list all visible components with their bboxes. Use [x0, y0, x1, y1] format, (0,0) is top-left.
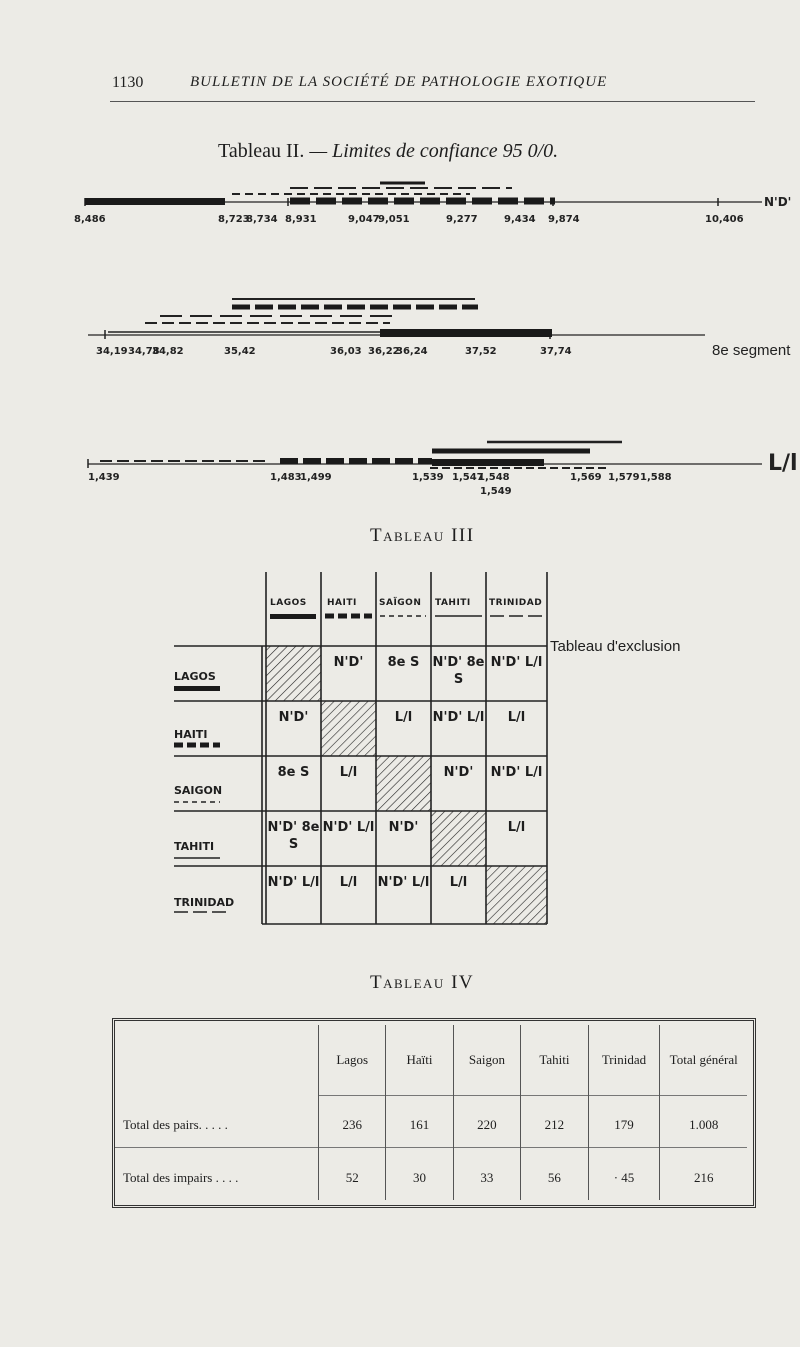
tableau3-cell: N'D' L/l	[322, 820, 375, 835]
tableau4-cell: 220	[453, 1104, 521, 1148]
tableau4-title-text: Tableau IV	[370, 972, 475, 993]
tableau4-cell: 161	[386, 1104, 453, 1148]
tick-label: 36,03	[330, 346, 362, 357]
header-rule	[110, 101, 755, 102]
tableau4-cell: 33	[453, 1156, 521, 1200]
ci-row-ll	[88, 442, 798, 497]
tableau4-row-label: Total des pairs. . . . .	[123, 1117, 228, 1133]
tableau3-title	[370, 525, 475, 547]
tableau3-cell: L/l	[507, 820, 526, 835]
tableau4-column-header: Saigon	[453, 1025, 521, 1096]
tableau3-column-header: LAGOS	[270, 598, 307, 608]
tableau3-cell: N'D' 8e S	[432, 655, 485, 687]
tick-label: 1,439	[88, 472, 120, 483]
tick-label: 10,406	[705, 214, 744, 225]
tableau4-cell: 1.008	[660, 1104, 747, 1148]
tableau3-column-header: TAHITI	[435, 598, 471, 608]
ci-row-8e-segment	[88, 299, 791, 359]
tableau3-cell: N'D' 8e S	[267, 820, 320, 852]
tableau3-cell: N'D'	[443, 765, 474, 780]
tick-label: 8,734	[246, 214, 278, 225]
tableau3-cell: N'D'	[388, 820, 419, 835]
tableau4-column-header: Total général	[660, 1025, 747, 1096]
tableau3-cell: L/l	[449, 875, 468, 890]
tick-label: 9,051	[378, 214, 410, 225]
tableau4-column-header: Trinidad	[588, 1025, 660, 1096]
tick-label: 36,22	[368, 346, 400, 357]
tableau4-table	[115, 1025, 747, 1200]
tick-label: 9,874	[548, 214, 580, 225]
ci-row-label: 8e segment	[712, 342, 791, 359]
tick-label: 1,569	[570, 472, 602, 483]
tick-label: 1,547	[452, 472, 484, 483]
tick-label: 37,74	[540, 346, 572, 357]
tableau3-cell: N'D' L/l	[377, 875, 430, 890]
tableau4-cell: 52	[318, 1156, 385, 1200]
tableau4-cell: 56	[521, 1156, 588, 1200]
tableau3-row-label: TRINIDAD	[174, 896, 235, 909]
tableau3-cell: 8e S	[387, 655, 420, 670]
tableau3-cell: L/l	[339, 875, 358, 890]
tableau3-cell: N'D'	[333, 655, 364, 670]
tableau4-title	[370, 972, 474, 994]
tableau4-column-header: Tahiti	[521, 1025, 588, 1096]
tableau4-cell: 236	[318, 1104, 385, 1148]
tick-label: 34,82	[152, 346, 184, 357]
tick-label: 1,588	[640, 472, 672, 483]
tableau4-row-label: Total des impairs . . . .	[123, 1169, 239, 1185]
tableau4-cell: 30	[386, 1156, 453, 1200]
ci-row-label: N'D'	[764, 195, 792, 209]
tableau3-column-header: HAITI	[327, 598, 357, 608]
tableau4-column-header: Haïti	[386, 1025, 453, 1096]
tableau2-title-prefix: Tableau II.	[218, 140, 305, 162]
tableau4-cell: 179	[588, 1104, 660, 1148]
tick-label: 35,42	[224, 346, 256, 357]
tableau4-spacer-row	[115, 1148, 747, 1156]
exclusion-table-label: Tableau d'exclusion	[550, 638, 681, 655]
tableau3-cell: L/l	[339, 765, 358, 780]
ci-row-label: L/l	[768, 451, 798, 476]
tableau3-cell: L/l	[394, 710, 413, 725]
tableau4-header-row	[115, 1025, 747, 1096]
tick-label: 1,579	[608, 472, 640, 483]
tick-label: 9,047	[348, 214, 380, 225]
tableau3-column-header: TRINIDAD	[489, 598, 543, 608]
tick-label: 34,78	[128, 346, 160, 357]
tableau3-row-label: TAHITI	[174, 840, 215, 853]
tableau3-row-label: LAGOS	[174, 670, 216, 683]
tableau3-title-text: Tableau III	[370, 525, 475, 546]
tableau2-title-suffix: — Limites de confiance 95 0/0.	[309, 140, 559, 162]
confidence-limits-diagram	[0, 180, 800, 510]
page-number: 1130	[112, 74, 144, 91]
tableau4-cell: · 45	[588, 1156, 660, 1200]
tableau3-cell: L/l	[507, 710, 526, 725]
tableau3-row-label: HAITI	[174, 728, 208, 741]
tableau3-cell: N'D'	[278, 710, 309, 725]
tick-label: 1,539	[412, 472, 444, 483]
tick-label: 9,277	[446, 214, 478, 225]
tick-label: 8,723	[218, 214, 250, 225]
tick-label: 1,483	[270, 472, 302, 483]
tick-label: 34,19	[96, 346, 128, 357]
tableau4-spacer-row	[115, 1096, 747, 1104]
tick-label: 9,434	[504, 214, 536, 225]
tableau3-cell: N'D' L/l	[432, 710, 485, 725]
tableau3-cell: N'D' L/l	[267, 875, 320, 890]
tick-label: 8,931	[285, 214, 317, 225]
tableau3-cell: N'D' L/l	[490, 765, 543, 780]
tableau3-row-label: SAIGON	[174, 784, 223, 797]
ci-row-nd	[74, 183, 791, 225]
tableau4-cell: 216	[660, 1156, 747, 1200]
tick-label: 36,24	[396, 346, 428, 357]
tableau3-cell: N'D' L/l	[490, 655, 543, 670]
tick-label: 1,548	[478, 472, 510, 483]
tableau4-row	[115, 1156, 747, 1200]
tableau4-row	[115, 1104, 747, 1148]
tick-label: 1,499	[300, 472, 332, 483]
tableau3-cell: 8e S	[277, 765, 310, 780]
tick-label: 37,52	[465, 346, 497, 357]
journal-title: BULLETIN DE LA SOCIÉTÉ DE PATHOLOGIE EXOTIQUE	[190, 74, 608, 90]
tick-label: 1,549	[480, 486, 512, 497]
tableau4-cell: 212	[521, 1104, 588, 1148]
tableau2-title	[218, 140, 558, 163]
tableau4-column-header: Lagos	[318, 1025, 385, 1096]
tick-label: 8,486	[74, 214, 106, 225]
tableau3-column-header: SAÏGON	[379, 598, 422, 608]
